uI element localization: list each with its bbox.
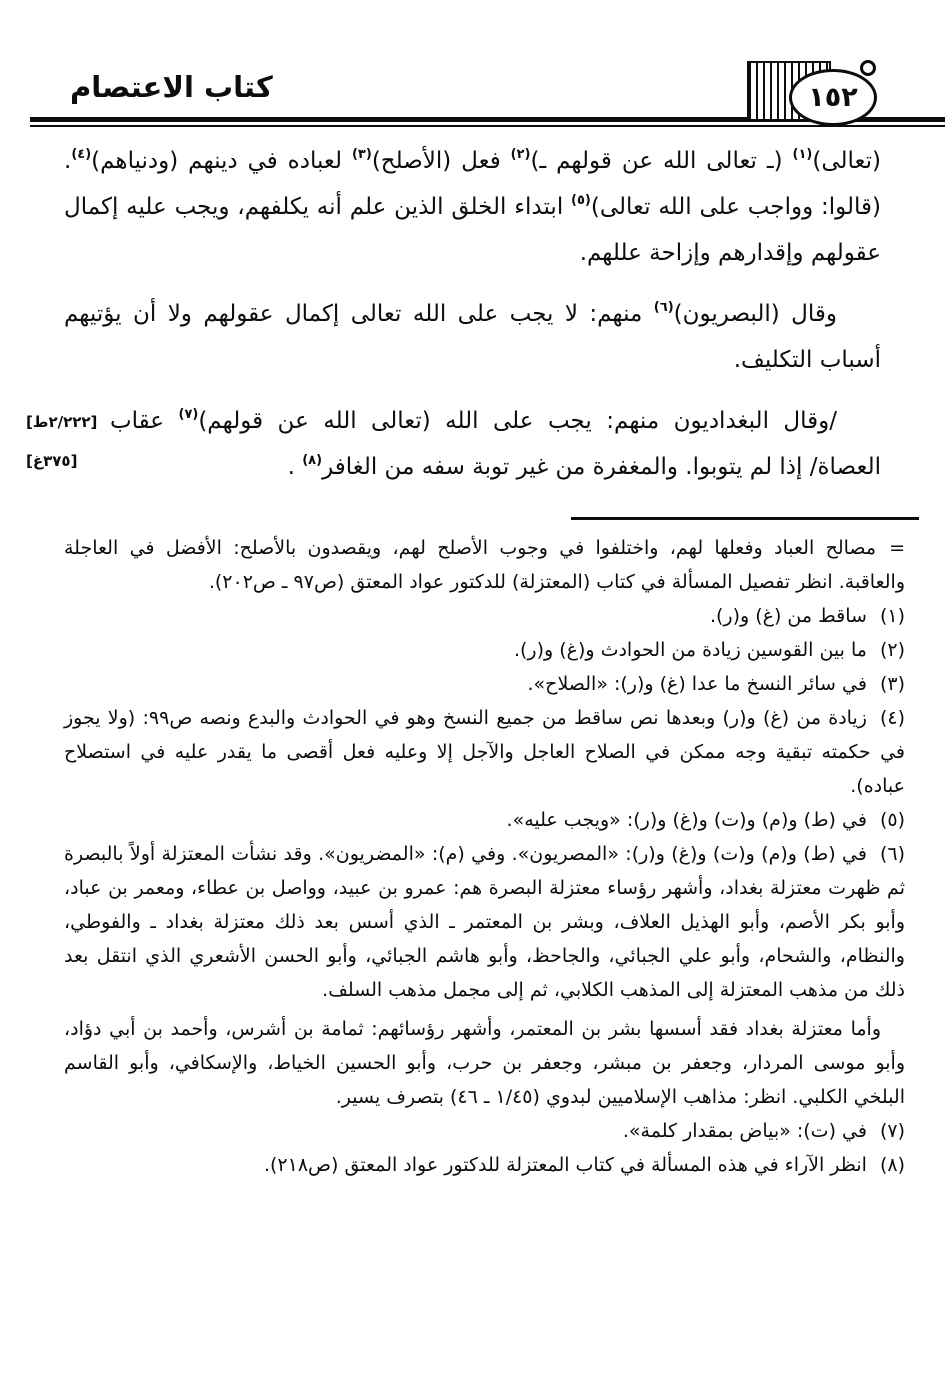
paragraph-3 [64,398,881,490]
footnote-item [64,599,905,633]
footnote-item [64,1114,905,1148]
footnote-item [64,633,905,667]
margin-note-2: [٣٧٥غ] [26,452,78,470]
text-run: ابتداء الخلق الذين علم أنه يكلفهم، ويجب عليه إكمال عقولهم وإقدارهم وإزاحة عللهم. [64,194,881,266]
footnote-continuation [64,1012,905,1114]
footnote-ref: (٦) [653,300,674,315]
page-number-badge [789,69,877,126]
footnote-number: (١) [879,605,905,627]
footnote-item [64,1148,905,1182]
footnote-separator [571,517,919,520]
text-run: /وقال البغداديون منهم: يجب على الله (تعالى الله عن قولهم) [198,408,837,434]
text-run: (تعالى) [812,148,882,174]
footnote-text: مصالح العباد وفعلها لهم، واختلفوا في وجوب الأصلح لهم، ويقصدون بالأصلح: الأفضل في العاجلة والعاقبة. انظر تفصيل المسألة في كتاب (المعتزلة) للدكتور عواد المعتق (ص٩٧ ـ ص٢٠٢). [64,537,905,593]
book-title: كتاب الاعتصام [70,70,273,104]
page-number-ornament [747,56,879,130]
footnote-number: = [889,537,905,559]
paragraph-1 [64,138,881,276]
footnote-item [64,837,905,1007]
footnote-text: في سائر النسخ ما عدا (غ) و(ر): «الصلاح». [527,673,867,695]
footnote-text: ما بين القوسين زيادة من الحوادث و(غ) و(ر). [513,639,867,661]
footnote-number: (٤) [879,707,905,729]
footnote-text: وأما معتزلة بغداد فقد أسسها بشر بن المعتمر، وأشهر رؤسائهم: ثمامة بن أشرس، وأحمد بن أبي دؤاد، وأبو موسى المردار، وجعفر بن مبشر، وجعفر بن حرب، وأبو الحسين الخياط، والإسكافي، وأبو القاسم البلخي الكلبي. انظر: مذاهب الإسلاميين لبدوي (١/٤٥ ـ ٤٦) بتصرف يسير. [64,1018,905,1108]
footnote-ref: (٧) [178,407,199,422]
margin-note-1: [٢/٢٢٢ط] [26,413,98,431]
body-text [64,138,881,505]
ornament-dot [860,60,876,76]
footnotes [64,531,905,1182]
text-run: (ـ تعالى الله عن قولهم ـ) [530,148,793,174]
footnote-ref: (٥) [571,193,591,208]
footnote-ref: (١) [792,147,813,162]
footnote-number: (٢) [879,639,905,661]
footnote-ref: (٤) [71,147,92,162]
text-run: لعباده في دينهم (ودنياهم) [91,148,352,174]
footnote-item [64,701,905,803]
text-run: فعل (الأصلح) [371,148,511,174]
footnote-text: في (ط) و(م) و(ت) و(غ) و(ر): «المصريون». وفي (م): «المضريون». وقد نشأت المعتزلة أولاً بالبصرة ثم ظهرت معتزلة بغداد، وأشهر رؤساء معتزلة البصرة هم: عمرو بن عبيد، وواصل بن عطاء، ومعمر بن عباد، وأبو بكر الأصم، وأبو الهذيل العلاف، وبشر بن المعتمر ـ الذي أسس بعد ذلك معتزلة بغداد ـ والفوطي، والنظام، والشحام، وأبو علي الجبائي، والجاحظ، وأبو هاشم الجبائي، وأبو الحسن الأشعري الذي انتقل بعد ذلك من مذهب المعتزلة إلى المذهب الكلابي، ثم إلى مجمل مذهب السلف. [64,843,905,1001]
footnote-number: (٥) [879,809,905,831]
footnote-text: ساقط من (غ) و(ر). [709,605,867,627]
footnote-ref: (٣) [351,147,372,162]
page-number: ١٥٢ [808,82,858,113]
footnote-ref: (٢) [510,147,531,162]
footnote-text: في (ط) و(م) و(ت) و(غ) و(ر): «ويجب عليه». [506,809,867,831]
text-run: وقال (البصريون) [673,301,837,327]
footnote-number: (٧) [879,1120,905,1142]
footnote-text: في (ت): «بياض بمقدار كلمة». [622,1120,867,1142]
text-run: عقاب العصاة/ إذا لم يتوبوا. والمغفرة من غير توبة سفه من الغافر [110,408,881,480]
footnote-number: (٦) [879,843,905,865]
text-run: . [287,454,303,480]
footnote-item [64,803,905,837]
footnote-item [64,667,905,701]
footnote-item [64,531,905,599]
footnote-number: (٣) [879,673,905,695]
paragraph-2 [64,291,881,383]
footnote-text: انظر الآراء في هذه المسألة في كتاب المعتزلة للدكتور عواد المعتق (ص٢١٨). [263,1154,867,1176]
text-run: منهم: لا يجب على الله تعالى إكمال عقولهم ولا أن يؤتيهم أسباب التكليف. [64,301,881,373]
footnote-number: (٨) [879,1154,905,1176]
footnote-text: زيادة من (غ) و(ر) وبعدها نص ساقط من جميع النسخ وهو في الحوادث والبدع ونصه ص٩٩: (ولا يجوز في حكمته تبقية وجه ممكن في الصلاح العاجل والآجل إلا وعليه فعل أقصى ما يقدر عليه في استصلاح عباده). [64,707,905,797]
text-run: . (قالوا: وواجب على الله تعالى) [64,148,881,220]
footnote-ref: (٨) [302,453,323,468]
